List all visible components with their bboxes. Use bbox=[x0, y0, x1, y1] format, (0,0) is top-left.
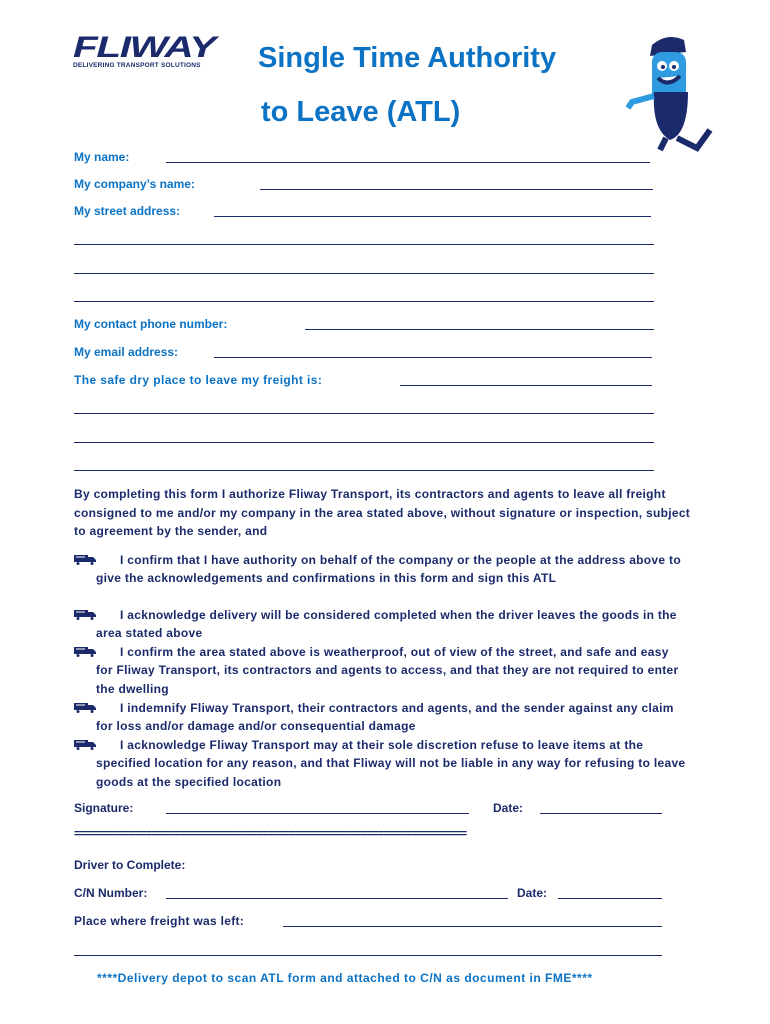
truck-icon bbox=[74, 555, 96, 565]
truck-icon bbox=[74, 703, 96, 713]
signature-date-field[interactable] bbox=[540, 813, 662, 814]
bullet-item bbox=[74, 606, 689, 643]
bullet-text: I acknowledge delivery will be considered completed when the driver leaves the goods in the area stated above bbox=[96, 608, 677, 641]
title-line-1: Single Time Authority bbox=[258, 42, 557, 74]
bullet-text: I confirm that I have authority on behalf of the company or the people at the address above to give the acknowledgements and confirmations in this form and sign this ATL bbox=[96, 553, 681, 586]
cn-number-label: C/N Number: bbox=[74, 886, 148, 900]
safe-place-line-4[interactable] bbox=[74, 470, 654, 471]
signature-date-label: Date: bbox=[493, 801, 524, 815]
driver-heading: Driver to Complete: bbox=[74, 858, 186, 872]
bullet-item bbox=[74, 699, 689, 736]
street-field[interactable] bbox=[214, 216, 651, 217]
authorization-paragraph: By completing this form I authorize Fliway Transport, its contractors and agents to leave all freight consigned to me and/or my company in the area stated above, without signature or inspection, subject to agreement by the sender, and bbox=[74, 487, 691, 538]
safe-place-line-2[interactable] bbox=[74, 413, 654, 414]
bullet-text: I confirm the area stated above is weatherproof, out of view of the street, and safe and easy for Fliway Transport, its contractors and agents to access, and that they are not required to enter the dwelling bbox=[96, 645, 679, 696]
email-label: My email address: bbox=[74, 345, 179, 359]
bullet-item bbox=[74, 643, 689, 698]
name-label: My name: bbox=[74, 150, 130, 164]
mascot-icon bbox=[622, 30, 717, 155]
driver-date-field[interactable] bbox=[558, 898, 662, 899]
place-label: Place where freight was left: bbox=[74, 914, 245, 928]
driver-date-label: Date: bbox=[517, 886, 548, 900]
bullet-text: I indemnify Fliway Transport, their contractors and agents, and the sender against any claim for loss and/or damage and/or consequential damage bbox=[96, 701, 674, 734]
email-field[interactable] bbox=[214, 357, 652, 358]
street-field-line-3[interactable] bbox=[74, 273, 654, 274]
place-field[interactable] bbox=[283, 926, 662, 927]
phone-label: My contact phone number: bbox=[74, 317, 228, 331]
company-field[interactable] bbox=[260, 189, 653, 190]
truck-icon bbox=[74, 610, 96, 620]
street-field-line-2[interactable] bbox=[74, 244, 654, 245]
safe-place-field[interactable] bbox=[400, 385, 652, 386]
truck-icon bbox=[74, 647, 96, 657]
company-label: My company’s name: bbox=[74, 177, 195, 191]
logo-tagline: DELIVERING TRANSPORT SOLUTIONS bbox=[73, 62, 201, 69]
signature-field[interactable] bbox=[166, 813, 469, 814]
signature-label: Signature: bbox=[74, 801, 134, 815]
truck-icon bbox=[74, 740, 96, 750]
footer-note: ****Delivery depot to scan ATL form and attached to C/N as document in FME**** bbox=[97, 971, 593, 985]
bullet-item bbox=[74, 551, 689, 588]
bullet-item bbox=[74, 736, 689, 791]
fliway-logo bbox=[73, 31, 215, 69]
name-field[interactable] bbox=[166, 162, 650, 163]
logo-wordmark: FLIWAY bbox=[73, 31, 215, 64]
street-field-line-4[interactable] bbox=[74, 301, 654, 302]
safe-place-line-3[interactable] bbox=[74, 442, 654, 443]
street-label: My street address: bbox=[74, 204, 181, 218]
bullet-text: I acknowledge Fliway Transport may at their sole discretion refuse to leave items at the specified location for any reason, and that Fliway will not be liable in any way for refusing to leave goods at the specified location bbox=[96, 738, 686, 789]
cn-number-field[interactable] bbox=[166, 898, 508, 899]
title-line-2: to Leave (ATL) bbox=[261, 96, 461, 128]
phone-field[interactable] bbox=[305, 329, 654, 330]
place-field-line-2[interactable] bbox=[74, 955, 662, 956]
separator: ======================================================================= bbox=[74, 828, 467, 840]
safe-place-label: The safe dry place to leave my freight is: bbox=[74, 373, 323, 387]
